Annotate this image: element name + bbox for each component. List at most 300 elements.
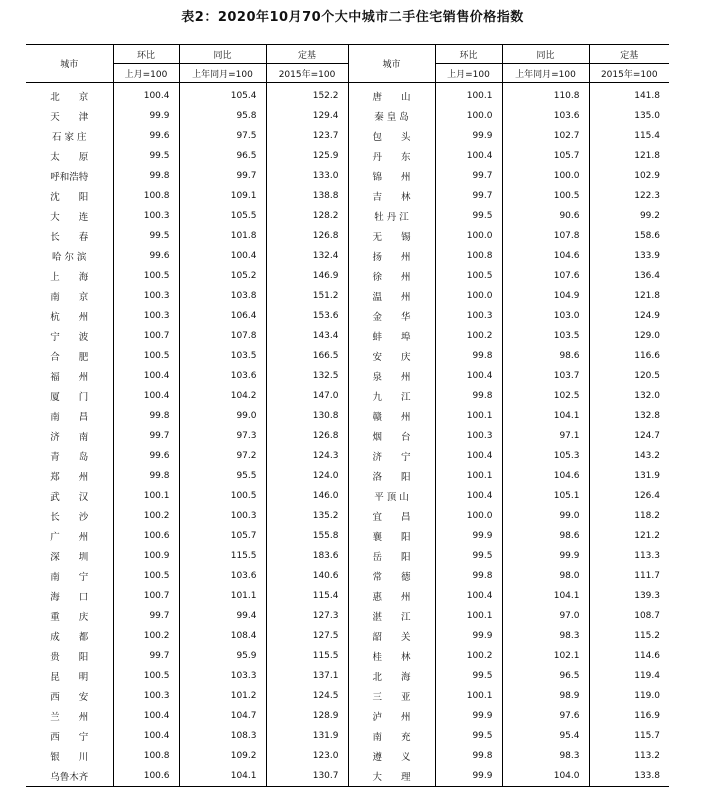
base-value-left: 124.3: [266, 446, 348, 466]
table-row: [26, 766, 669, 787]
base-value-left: 124.0: [266, 466, 348, 486]
base-value-right: 129.0: [589, 326, 669, 346]
base-value-right: 115.7: [589, 726, 669, 746]
city-name-right: 洛 阳: [348, 466, 435, 486]
mom-value-left: 100.8: [113, 746, 179, 766]
yoy-value-right: 104.9: [502, 286, 589, 306]
city-name-left: 北 京: [50, 92, 89, 103]
mom-value-right: 100.4: [435, 586, 502, 606]
city-name-right: 秦 皇 岛: [348, 106, 435, 126]
base-value-right: 121.8: [589, 146, 669, 166]
table-row: [26, 726, 669, 746]
city-name-right: 蚌 埠: [348, 326, 435, 346]
mom-subheader-right: 上月=100: [435, 64, 502, 83]
mom-value-left: 99.5: [113, 146, 179, 166]
city-name-right: 牡 丹 江: [348, 206, 435, 226]
base-subheader-left: 2015年=100: [266, 64, 348, 83]
header-row-2: [26, 64, 669, 83]
city-name-left: 大 连: [50, 212, 89, 223]
base-value-left: 129.4: [266, 106, 348, 126]
yoy-value-left: 96.5: [179, 146, 266, 166]
base-value-left: 131.9: [266, 726, 348, 746]
city-name-left: 昆 明: [50, 672, 89, 683]
mom-value-right: 100.0: [435, 106, 502, 126]
mom-value-left: 100.7: [113, 586, 179, 606]
yoy-value-right: 99.0: [502, 506, 589, 526]
table-row: [26, 586, 669, 606]
table-row: [26, 606, 669, 626]
mom-value-right: 99.7: [435, 166, 502, 186]
base-value-left: 183.6: [266, 546, 348, 566]
yoy-value-right: 97.1: [502, 426, 589, 446]
city-name-left: 呼和浩特: [50, 172, 89, 183]
city-name-right: 惠 州: [348, 586, 435, 606]
mom-value-right: 100.5: [435, 266, 502, 286]
city-name-right: 桂 林: [348, 646, 435, 666]
yoy-value-right: 102.7: [502, 126, 589, 146]
base-value-right: 133.9: [589, 246, 669, 266]
city-name-right: 赣 州: [348, 406, 435, 426]
table-row: [26, 486, 669, 506]
yoy-value-left: 95.9: [179, 646, 266, 666]
table-row: [26, 186, 669, 206]
yoy-value-right: 103.5: [502, 326, 589, 346]
city-name-left: 南 昌: [50, 412, 89, 423]
table-row: [26, 266, 669, 286]
yoy-value-left: 103.6: [179, 566, 266, 586]
base-value-right: 119.4: [589, 666, 669, 686]
base-value-right: 143.2: [589, 446, 669, 466]
yoy-value-left: 95.5: [179, 466, 266, 486]
yoy-value-right: 100.0: [502, 166, 589, 186]
yoy-header-right: 同比: [502, 45, 589, 64]
mom-value-left: 99.6: [113, 446, 179, 466]
table-body: [26, 83, 669, 787]
yoy-value-right: 103.6: [502, 106, 589, 126]
yoy-value-left: 99.7: [179, 166, 266, 186]
yoy-value-left: 101.1: [179, 586, 266, 606]
mom-value-left: 99.9: [113, 106, 179, 126]
base-value-right: 126.4: [589, 486, 669, 506]
table-row: [26, 286, 669, 306]
yoy-value-right: 90.6: [502, 206, 589, 226]
mom-value-left: 100.9: [113, 546, 179, 566]
city-name-right: 泸 州: [348, 706, 435, 726]
mom-header-left: 环比: [113, 45, 179, 64]
city-name-left: 宁 波: [50, 332, 89, 343]
base-value-right: 116.9: [589, 706, 669, 726]
base-value-right: 111.7: [589, 566, 669, 586]
base-value-left: 126.8: [266, 226, 348, 246]
mom-value-left: 100.3: [113, 286, 179, 306]
city-name-right: 湛 江: [348, 606, 435, 626]
base-value-left: 132.5: [266, 366, 348, 386]
base-header-right: 定基: [589, 45, 669, 64]
base-value-right: 124.9: [589, 306, 669, 326]
mom-value-right: 100.0: [435, 506, 502, 526]
base-value-right: 114.6: [589, 646, 669, 666]
mom-value-left: 100.5: [113, 346, 179, 366]
yoy-value-left: 105.7: [179, 526, 266, 546]
mom-value-left: 100.2: [113, 626, 179, 646]
table-row: [26, 466, 669, 486]
city-name-right: 金 华: [348, 306, 435, 326]
base-value-left: 152.2: [266, 83, 348, 107]
city-name-left: 海 口: [50, 592, 89, 603]
table-row: [26, 206, 669, 226]
base-value-left: 124.5: [266, 686, 348, 706]
yoy-value-right: 98.9: [502, 686, 589, 706]
base-value-left: 133.0: [266, 166, 348, 186]
yoy-subheader-right: 上年同月=100: [502, 64, 589, 83]
mom-value-left: 100.3: [113, 306, 179, 326]
base-value-right: 124.7: [589, 426, 669, 446]
city-name-right: 唐 山: [348, 83, 435, 107]
city-name-right: 北 海: [348, 666, 435, 686]
base-value-left: 127.3: [266, 606, 348, 626]
mom-value-right: 99.9: [435, 126, 502, 146]
mom-value-right: 99.9: [435, 526, 502, 546]
yoy-value-left: 101.2: [179, 686, 266, 706]
base-value-right: 135.0: [589, 106, 669, 126]
city-name-left: 郑 州: [50, 472, 89, 483]
base-value-right: 102.9: [589, 166, 669, 186]
city-name-left: 杭 州: [50, 312, 89, 323]
base-value-right: 120.5: [589, 366, 669, 386]
base-value-right: 141.8: [589, 83, 669, 107]
base-value-right: 115.4: [589, 126, 669, 146]
yoy-value-left: 103.3: [179, 666, 266, 686]
mom-value-right: 99.9: [435, 766, 502, 787]
mom-value-left: 100.8: [113, 186, 179, 206]
city-name-left: 沈 阳: [50, 192, 89, 203]
yoy-value-left: 99.0: [179, 406, 266, 426]
mom-value-right: 100.4: [435, 146, 502, 166]
base-value-right: 132.8: [589, 406, 669, 426]
city-name-left: 深 圳: [50, 552, 89, 563]
yoy-value-left: 105.5: [179, 206, 266, 226]
table-row: [26, 106, 669, 126]
base-value-left: 146.9: [266, 266, 348, 286]
mom-value-left: 100.2: [113, 506, 179, 526]
mom-value-left: 100.3: [113, 206, 179, 226]
base-value-left: 155.8: [266, 526, 348, 546]
base-value-left: 146.0: [266, 486, 348, 506]
yoy-value-right: 98.3: [502, 626, 589, 646]
yoy-value-right: 104.0: [502, 766, 589, 787]
base-value-right: 136.4: [589, 266, 669, 286]
city-name-left: 哈 尔 滨: [51, 252, 87, 263]
table-row: [26, 706, 669, 726]
city-name-right: 济 宁: [348, 446, 435, 466]
mom-value-right: 100.1: [435, 83, 502, 107]
base-value-right: 99.2: [589, 206, 669, 226]
yoy-value-right: 100.5: [502, 186, 589, 206]
mom-value-left: 99.6: [113, 246, 179, 266]
yoy-value-right: 98.6: [502, 526, 589, 546]
table-row: [26, 246, 669, 266]
city-name-right: 大 理: [348, 766, 435, 787]
city-name-right: 遵 义: [348, 746, 435, 766]
base-value-left: 132.4: [266, 246, 348, 266]
base-value-left: 153.6: [266, 306, 348, 326]
city-name-left: 石 家 庄: [51, 132, 87, 143]
base-value-right: 118.2: [589, 506, 669, 526]
mom-value-left: 100.6: [113, 526, 179, 546]
city-name-right: 常 德: [348, 566, 435, 586]
yoy-value-left: 104.1: [179, 766, 266, 787]
base-value-left: 126.8: [266, 426, 348, 446]
mom-value-right: 99.8: [435, 746, 502, 766]
city-name-left: 长 春: [50, 232, 89, 243]
base-value-left: 151.2: [266, 286, 348, 306]
table-row: [26, 83, 669, 107]
city-name-left: 长 沙: [50, 512, 89, 523]
city-name-left: 厦 门: [50, 392, 89, 403]
mom-value-left: 100.7: [113, 326, 179, 346]
city-name-left: 青 岛: [50, 452, 89, 463]
mom-value-right: 100.4: [435, 366, 502, 386]
base-value-right: 113.3: [589, 546, 669, 566]
mom-value-right: 99.8: [435, 386, 502, 406]
yoy-value-right: 105.7: [502, 146, 589, 166]
base-value-left: 135.2: [266, 506, 348, 526]
city-name-left: 济 南: [50, 432, 89, 443]
mom-value-left: 99.8: [113, 466, 179, 486]
city-name-left: 合 肥: [50, 352, 89, 363]
city-name-left: 贵 阳: [50, 652, 89, 663]
yoy-value-left: 99.4: [179, 606, 266, 626]
price-index-table: [26, 44, 669, 787]
mom-value-right: 100.8: [435, 246, 502, 266]
table-row: [26, 646, 669, 666]
city-name-right: 岳 阳: [348, 546, 435, 566]
yoy-value-right: 105.3: [502, 446, 589, 466]
city-header-left: 城市: [26, 45, 113, 83]
yoy-value-right: 95.4: [502, 726, 589, 746]
yoy-value-right: 98.0: [502, 566, 589, 586]
yoy-value-left: 106.4: [179, 306, 266, 326]
city-header-right: 城市: [348, 45, 435, 83]
yoy-value-right: 98.6: [502, 346, 589, 366]
mom-value-right: 99.7: [435, 186, 502, 206]
base-value-right: 119.0: [589, 686, 669, 706]
mom-value-left: 100.5: [113, 666, 179, 686]
base-value-left: 128.2: [266, 206, 348, 226]
mom-value-left: 99.8: [113, 406, 179, 426]
yoy-value-right: 105.1: [502, 486, 589, 506]
yoy-value-right: 102.1: [502, 646, 589, 666]
city-name-right: 泉 州: [348, 366, 435, 386]
yoy-value-left: 100.4: [179, 246, 266, 266]
city-name-left: 银 川: [50, 752, 89, 763]
city-name-left: 西 宁: [50, 732, 89, 743]
base-value-right: 133.8: [589, 766, 669, 787]
city-name-left: 广 州: [50, 532, 89, 543]
city-name-right: 包 头: [348, 126, 435, 146]
base-value-left: 143.4: [266, 326, 348, 346]
base-value-left: 130.8: [266, 406, 348, 426]
city-name-right: 宜 昌: [348, 506, 435, 526]
base-value-right: 108.7: [589, 606, 669, 626]
yoy-subheader-left: 上年同月=100: [179, 64, 266, 83]
yoy-value-right: 104.6: [502, 466, 589, 486]
yoy-value-right: 99.9: [502, 546, 589, 566]
yoy-value-right: 103.7: [502, 366, 589, 386]
mom-value-right: 100.0: [435, 226, 502, 246]
yoy-value-left: 104.7: [179, 706, 266, 726]
city-name-right: 吉 林: [348, 186, 435, 206]
base-value-left: 130.7: [266, 766, 348, 787]
table-row: [26, 386, 669, 406]
yoy-value-left: 104.2: [179, 386, 266, 406]
city-name-right: 无 锡: [348, 226, 435, 246]
mom-value-left: 100.4: [113, 366, 179, 386]
table-row: [26, 306, 669, 326]
city-name-right: 平 顶 山: [348, 486, 435, 506]
city-name-left: 南 京: [50, 292, 89, 303]
mom-value-right: 100.2: [435, 326, 502, 346]
mom-value-left: 100.1: [113, 486, 179, 506]
mom-value-left: 99.7: [113, 606, 179, 626]
mom-value-left: 99.6: [113, 126, 179, 146]
table-row: [26, 686, 669, 706]
city-name-right: 烟 台: [348, 426, 435, 446]
yoy-value-left: 97.5: [179, 126, 266, 146]
yoy-value-left: 115.5: [179, 546, 266, 566]
mom-value-left: 100.3: [113, 686, 179, 706]
mom-value-right: 100.1: [435, 406, 502, 426]
table-row: [26, 126, 669, 146]
city-name-right: 九 江: [348, 386, 435, 406]
mom-value-right: 100.4: [435, 446, 502, 466]
mom-header-right: 环比: [435, 45, 502, 64]
base-value-left: 125.9: [266, 146, 348, 166]
city-name-right: 扬 州: [348, 246, 435, 266]
base-value-left: 137.1: [266, 666, 348, 686]
table-row: [26, 546, 669, 566]
mom-value-right: 100.1: [435, 466, 502, 486]
table-row: [26, 346, 669, 366]
table-row: [26, 426, 669, 446]
base-value-right: 122.3: [589, 186, 669, 206]
mom-value-left: 99.5: [113, 226, 179, 246]
yoy-value-left: 103.8: [179, 286, 266, 306]
yoy-value-right: 104.1: [502, 406, 589, 426]
mom-value-left: 100.4: [113, 706, 179, 726]
yoy-value-left: 108.3: [179, 726, 266, 746]
yoy-value-left: 103.5: [179, 346, 266, 366]
yoy-value-left: 109.2: [179, 746, 266, 766]
table-title: 表2：2020年10月70个大中城市二手住宅销售价格指数: [181, 10, 524, 25]
yoy-value-right: 97.6: [502, 706, 589, 726]
yoy-value-left: 107.8: [179, 326, 266, 346]
table-row: [26, 406, 669, 426]
base-value-right: 139.3: [589, 586, 669, 606]
city-name-left: 上 海: [50, 272, 89, 283]
city-name-right: 韶 关: [348, 626, 435, 646]
mom-value-right: 100.2: [435, 646, 502, 666]
city-name-left: 重 庆: [50, 612, 89, 623]
mom-value-right: 100.1: [435, 606, 502, 626]
table-row: [26, 226, 669, 246]
city-name-right: 锦 州: [348, 166, 435, 186]
yoy-value-right: 98.3: [502, 746, 589, 766]
base-subheader-right: 2015年=100: [589, 64, 669, 83]
table-row: [26, 666, 669, 686]
yoy-value-left: 101.8: [179, 226, 266, 246]
table-row: [26, 506, 669, 526]
yoy-value-left: 105.4: [179, 83, 266, 107]
mom-value-left: 100.4: [113, 83, 179, 107]
yoy-value-right: 104.1: [502, 586, 589, 606]
table-row: [26, 566, 669, 586]
yoy-value-left: 100.5: [179, 486, 266, 506]
yoy-value-left: 100.3: [179, 506, 266, 526]
city-name-left: 乌鲁木齐: [50, 772, 89, 783]
base-value-left: 147.0: [266, 386, 348, 406]
mom-value-left: 99.7: [113, 426, 179, 446]
city-name-left: 兰 州: [50, 712, 89, 723]
city-name-right: 三 亚: [348, 686, 435, 706]
base-value-right: 131.9: [589, 466, 669, 486]
mom-value-right: 99.5: [435, 206, 502, 226]
mom-value-left: 100.6: [113, 766, 179, 787]
mom-value-right: 100.3: [435, 306, 502, 326]
base-value-left: 115.5: [266, 646, 348, 666]
base-value-right: 113.2: [589, 746, 669, 766]
base-value-right: 115.2: [589, 626, 669, 646]
base-value-left: 127.5: [266, 626, 348, 646]
base-value-left: 140.6: [266, 566, 348, 586]
city-name-left: 天 津: [50, 112, 89, 123]
base-value-left: 123.7: [266, 126, 348, 146]
yoy-value-right: 104.6: [502, 246, 589, 266]
table-row: [26, 146, 669, 166]
mom-value-left: 100.4: [113, 386, 179, 406]
yoy-value-left: 97.2: [179, 446, 266, 466]
table-row: [26, 626, 669, 646]
base-value-left: 166.5: [266, 346, 348, 366]
city-name-left: 福 州: [50, 372, 89, 383]
base-value-right: 121.2: [589, 526, 669, 546]
city-name-right: 南 充: [348, 726, 435, 746]
table-row: [26, 446, 669, 466]
city-name-left: 西 安: [50, 692, 89, 703]
yoy-value-right: 107.8: [502, 226, 589, 246]
city-name-right: 襄 阳: [348, 526, 435, 546]
mom-value-right: 100.0: [435, 286, 502, 306]
mom-value-right: 99.9: [435, 626, 502, 646]
base-value-right: 132.0: [589, 386, 669, 406]
base-value-right: 121.8: [589, 286, 669, 306]
city-name-left: 武 汉: [50, 492, 89, 503]
mom-value-right: 99.5: [435, 726, 502, 746]
yoy-value-right: 102.5: [502, 386, 589, 406]
mom-value-left: 100.5: [113, 566, 179, 586]
table-row: [26, 746, 669, 766]
mom-subheader-left: 上月=100: [113, 64, 179, 83]
yoy-value-right: 110.8: [502, 83, 589, 107]
mom-value-left: 100.4: [113, 726, 179, 746]
table-row: [26, 166, 669, 186]
yoy-value-right: 103.0: [502, 306, 589, 326]
mom-value-left: 99.7: [113, 646, 179, 666]
city-name-right: 温 州: [348, 286, 435, 306]
mom-value-right: 100.3: [435, 426, 502, 446]
base-header-left: 定基: [266, 45, 348, 64]
base-value-right: 116.6: [589, 346, 669, 366]
